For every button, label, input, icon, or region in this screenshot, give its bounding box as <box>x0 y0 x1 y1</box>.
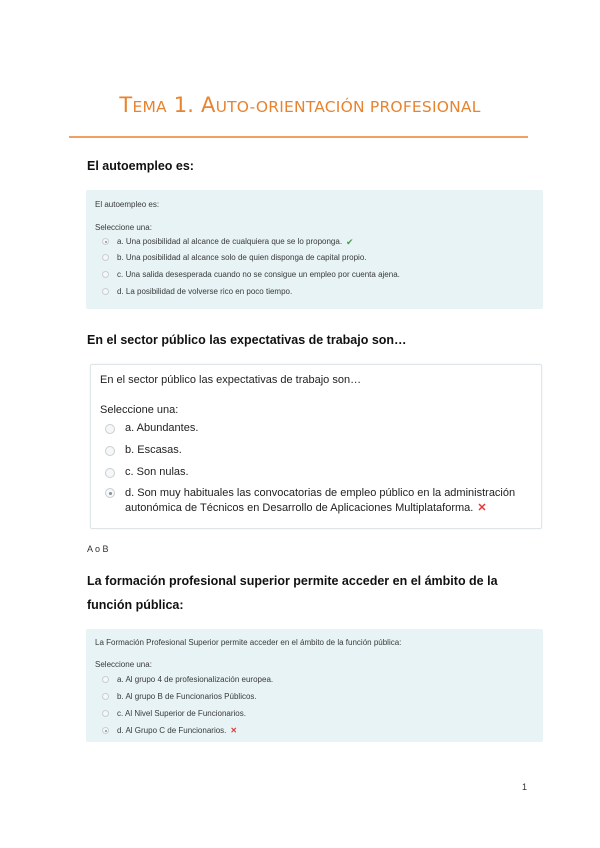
question-1-option-a[interactable]: a. Una posibilidad al alcance de cualquiera que se lo proponga. ✔ <box>102 237 354 248</box>
question-1-box <box>86 190 543 309</box>
check-icon: ✔ <box>346 237 354 247</box>
question-3-option-b[interactable]: b. Al grupo B de Funcionarios Públicos. <box>102 692 257 701</box>
cross-icon: ✕ <box>230 726 238 735</box>
radio-button[interactable] <box>105 424 115 434</box>
question-2-option-b[interactable]: b. Escasas. <box>105 444 182 456</box>
question-2-stem: En el sector público las expectativas de trabajo son… <box>100 374 362 386</box>
question-3-select-label: Seleccione una: <box>95 660 152 669</box>
radio-button-selected[interactable] <box>102 727 109 734</box>
radio-button-selected[interactable] <box>102 238 109 245</box>
radio-button[interactable] <box>105 446 115 456</box>
question-3-option-d[interactable]: d. Al Grupo C de Funcionarios. ✕ <box>102 726 237 735</box>
question-2-heading: En el sector público las expectativas de trabajo son… <box>87 333 407 347</box>
question-3-option-c[interactable]: c. Al Nivel Superior de Funcionarios. <box>102 709 246 718</box>
question-1-option-d[interactable]: d. La posibilidad de volverse rico en poco tiempo. <box>102 287 292 296</box>
question-2-option-c[interactable]: c. Son nulas. <box>105 466 189 478</box>
title-underline <box>69 136 528 138</box>
radio-button[interactable] <box>102 254 109 261</box>
radio-button[interactable] <box>102 271 109 278</box>
radio-button[interactable] <box>102 710 109 717</box>
question-2-option-d[interactable]: d. Son muy habituales las convocatorias de empleo público en la administración autonómica de Técnicos en Desarrollo de Aplicaciones Multiplataforma. ✕ <box>105 486 525 516</box>
cross-icon: ✕ <box>477 502 487 514</box>
answer-note: A o B <box>87 544 109 554</box>
page-number: 1 <box>522 782 528 792</box>
question-1-option-c[interactable]: c. Una salida desesperada cuando no se consigue un empleo por cuenta ajena. <box>102 270 400 279</box>
question-1-option-b[interactable]: b. Una posibilidad al alcance solo de quien disponga de capital propio. <box>102 253 367 262</box>
question-1-heading: El autoempleo es: <box>87 159 194 173</box>
question-1-stem: El autoempleo es: <box>95 200 160 209</box>
document-title: TEMA 1. AUTO-ORIENTACIÓN PROFESIONAL <box>119 93 481 117</box>
radio-button-selected[interactable] <box>105 488 115 498</box>
radio-button[interactable] <box>102 693 109 700</box>
radio-button[interactable] <box>102 676 109 683</box>
question-2-option-a[interactable]: a. Abundantes. <box>105 422 198 434</box>
question-2-box <box>90 364 542 529</box>
radio-button[interactable] <box>102 288 109 295</box>
question-3-stem: La Formación Profesional Superior permite acceder en el ámbito de la función pública: <box>95 638 402 647</box>
question-3-option-a[interactable]: a. Al grupo 4 de profesionalización europea. <box>102 675 273 684</box>
question-3-heading: La formación profesional superior permite acceder en el ámbito de la función pública: <box>87 574 498 612</box>
question-1-select-label: Seleccione una: <box>95 223 152 232</box>
question-2-select-label: Seleccione una: <box>100 404 179 416</box>
question-3-box <box>86 629 543 742</box>
radio-button[interactable] <box>105 468 115 478</box>
